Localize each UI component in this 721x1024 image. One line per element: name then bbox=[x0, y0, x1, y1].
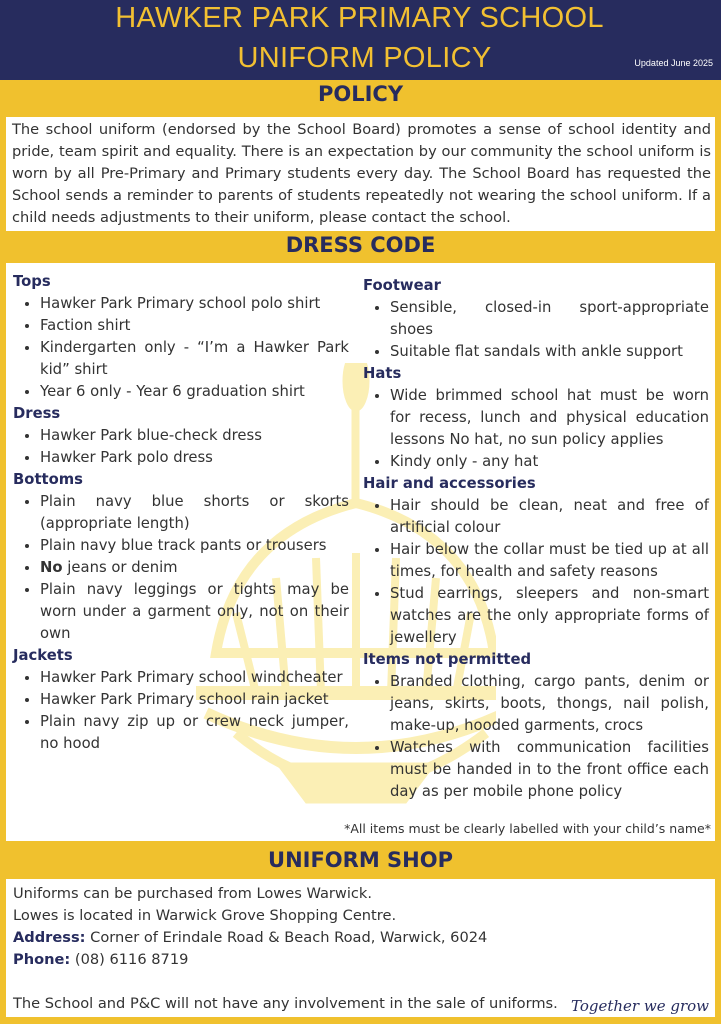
list-item: • Faction shirt bbox=[40, 315, 349, 337]
bottoms-heading: Bottoms bbox=[13, 471, 83, 488]
footwear-list bbox=[363, 297, 709, 363]
shop-disclaimer: The School and P&C will not have any involvement in the sale of uniforms. bbox=[13, 995, 558, 1012]
hair-accessories-list bbox=[363, 495, 709, 649]
policy-panel bbox=[6, 117, 715, 231]
hats-list bbox=[363, 385, 709, 473]
document-title: UNIFORM POLICY bbox=[237, 42, 492, 74]
list-item: • Plain navy blue shorts or skorts (appropriate length) bbox=[40, 491, 349, 535]
policy-heading: POLICY bbox=[317, 82, 404, 106]
jackets-heading: Jackets bbox=[13, 647, 73, 664]
list-item: • Kindergarten only - “I’m a Hawker Park kid” shirt bbox=[40, 337, 349, 381]
list-item: • Hawker Park Primary school windcheater bbox=[40, 667, 349, 689]
bottoms-list bbox=[13, 491, 349, 645]
jackets-list bbox=[13, 667, 349, 755]
items-not-permitted-list bbox=[363, 671, 709, 803]
list-item: • Hawker Park polo dress bbox=[40, 447, 349, 469]
shop-details bbox=[13, 883, 558, 1015]
uniform-shop-panel bbox=[6, 879, 715, 1017]
footwear-heading: Footwear bbox=[363, 277, 441, 294]
list-item: • Wide brimmed school hat must be worn for recess, lunch and physical education lessons No hat, no sun policy applies bbox=[390, 385, 709, 451]
dress-code-left-column bbox=[13, 271, 349, 755]
dress-heading: Dress bbox=[13, 405, 61, 422]
items-not-permitted-heading: Items not permitted bbox=[363, 651, 532, 668]
hats-heading: Hats bbox=[363, 365, 402, 382]
list-item bbox=[40, 557, 349, 579]
list-item: • Plain navy blue track pants or trousers bbox=[40, 535, 349, 557]
together-we-grow-signature: Together we grow bbox=[571, 997, 709, 1015]
list-item: • Hawker Park Primary school polo shirt bbox=[40, 293, 349, 315]
list-item: • Year 6 only - Year 6 graduation shirt bbox=[40, 381, 349, 403]
hair-accessories-heading: Hair and accessories bbox=[363, 475, 536, 492]
spacer bbox=[13, 971, 558, 993]
list-item-text: jeans or denim bbox=[67, 559, 178, 576]
uniform-shop-heading: UNIFORM SHOP bbox=[268, 848, 453, 872]
list-item: • Kindy only - any hat bbox=[390, 451, 709, 473]
list-item: • Branded clothing, cargo pants, denim or jeans, skirts, boots, thongs, nail polish, make-up, hooded garments, crocs bbox=[390, 671, 709, 737]
shop-address bbox=[13, 927, 558, 949]
phone-value: (08) 6116 8719 bbox=[74, 951, 189, 968]
shop-line-purchase: Uniforms can be purchased from Lowes Warwick. bbox=[13, 885, 372, 902]
shop-line-location: Lowes is located in Warwick Grove Shopping Centre. bbox=[13, 907, 397, 924]
list-item: • Sensible, closed-in sport-appropriate shoes bbox=[390, 297, 709, 341]
dress-code-right-column bbox=[363, 275, 709, 803]
list-item: • Plain navy leggings or tights may be worn under a garment only, not on their own bbox=[40, 579, 349, 645]
policy-text: The school uniform (endorsed by the School Board) promotes a sense of school identity and pride, team spirit and equality. There is an expectation by our community the school uniform is worn by all Pre-Primary and Primary students every day. The School Board has requested the School sends a reminder to parents of students repeatedly not wearing the school uniform. If a child needs adjustments to their uniform, please contact the school. bbox=[12, 121, 711, 226]
dress-list bbox=[13, 425, 349, 469]
list-item: • Suitable flat sandals with ankle support bbox=[390, 341, 709, 363]
dress-code-heading: DRESS CODE bbox=[285, 233, 436, 257]
list-item: • Hair below the collar must be tied up at all times, for health and safety reasons bbox=[390, 539, 709, 583]
labelling-footnote: *All items must be clearly labelled with your child’s name* bbox=[344, 821, 711, 836]
address-label: Address: bbox=[13, 929, 86, 946]
phone-label: Phone: bbox=[13, 951, 71, 968]
list-item: • Plain navy zip up or crew neck jumper, no hood bbox=[40, 711, 349, 755]
address-value: Corner of Erindale Road & Beach Road, Warwick, 6024 bbox=[90, 929, 488, 946]
tops-heading: Tops bbox=[13, 273, 51, 290]
updated-date: Updated June 2025 bbox=[634, 58, 713, 68]
list-item: • Hawker Park Primary school rain jacket bbox=[40, 689, 349, 711]
shop-phone bbox=[13, 949, 558, 971]
list-item: • Stud earrings, sleepers and non-smart watches are the only appropriate forms of jewellery bbox=[390, 583, 709, 649]
tops-list bbox=[13, 293, 349, 403]
list-item: • Hawker Park blue-check dress bbox=[40, 425, 349, 447]
list-item: • Watches with communication facilities must be handed in to the front office each day as per mobile phone policy bbox=[390, 737, 709, 803]
list-item: • Hair should be clean, neat and free of artificial colour bbox=[390, 495, 709, 539]
dress-code-panel bbox=[6, 263, 715, 841]
page-header bbox=[0, 0, 721, 80]
school-name: HAWKER PARK PRIMARY SCHOOL bbox=[115, 2, 604, 34]
emphasis-no: No bbox=[40, 559, 63, 576]
